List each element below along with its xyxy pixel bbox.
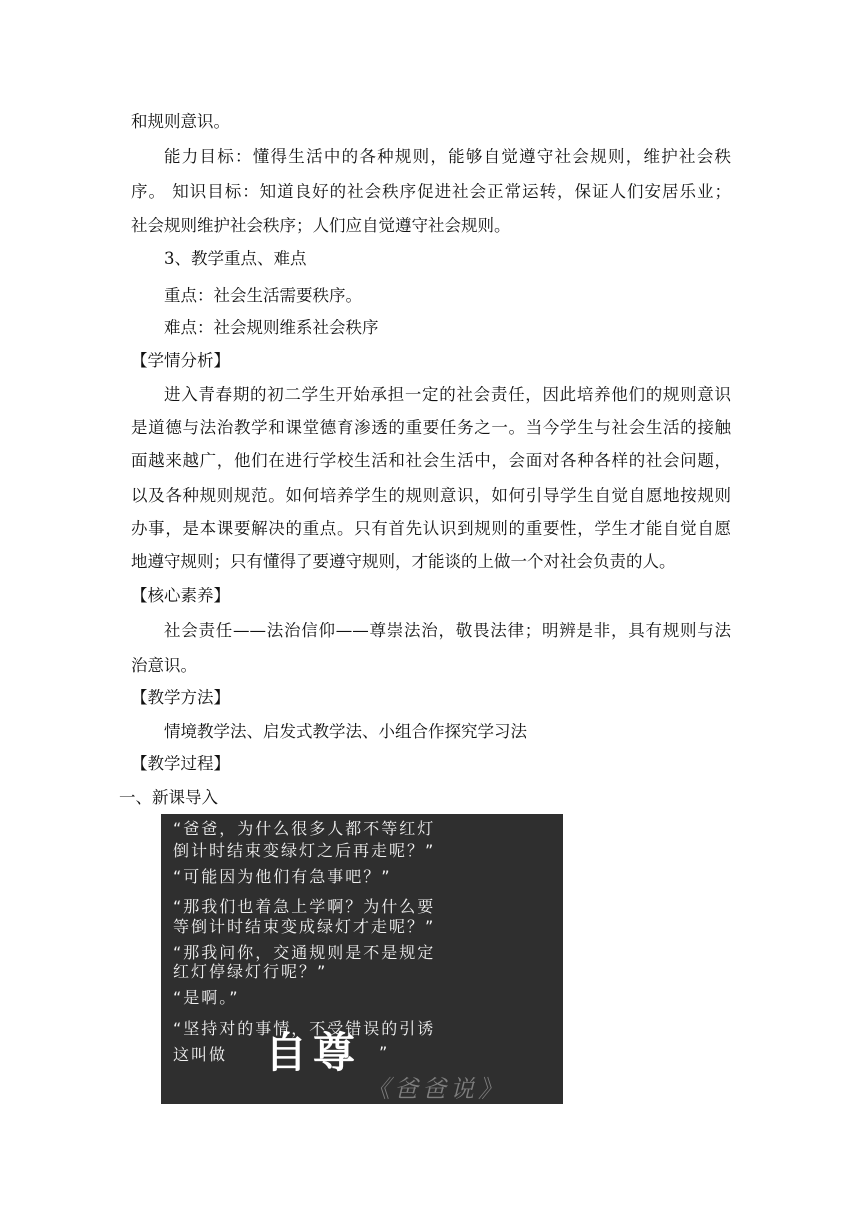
- dialog-image: [161, 814, 563, 1104]
- dialog-line-3: “可能因为他们有急事吧？”: [173, 867, 392, 886]
- section-heading-core-literacy: 【核心素养】: [131, 586, 230, 605]
- text-line-difficult-point: 难点：社会规则维系社会秩序: [164, 318, 379, 337]
- dialog-line-4: “那我们也着急上学啊？为什么要: [173, 897, 436, 916]
- dialog-line-7: 红灯停绿灯行呢？”: [173, 962, 328, 981]
- text-line-analysis-5: 办事，是本课要解决的重点。只有首先认识到规则的重要性，学生才能自觉自愿: [131, 519, 731, 538]
- text-line-analysis-2: 是道德与法治教学和课堂德育渗透的重要任务之一。当今学生与社会生活的接触: [131, 418, 731, 437]
- dialog-line-10: 这叫做: [173, 1045, 228, 1064]
- image-watermark: 《爸爸说》: [366, 1075, 506, 1103]
- dialog-line-1: “爸爸，为什么很多人都不等红灯: [173, 819, 436, 838]
- subsection-heading-intro: 一、新课导入: [119, 788, 218, 807]
- text-line-analysis-4: 以及各种规则规范。如何培养学生的规则意识，如何引导学生自觉自愿地按规则: [131, 486, 731, 505]
- text-line-core-2: 治意识。: [131, 656, 197, 675]
- text-line-4: 社会规则维护社会秩序；人们应自觉遵守社会规则。: [131, 216, 511, 235]
- dialog-line-6: “那我问你，交通规则是不是规定: [173, 943, 436, 962]
- text-line-analysis-1: 进入青春期的初二学生开始承担一定的社会责任，因此培养他们的规则意识: [164, 385, 731, 404]
- text-line-core-1: 社会责任——法治信仰——尊崇法治，敬畏法律；明辨是非，具有规则与法: [164, 621, 731, 640]
- dialog-close-quote: ”: [379, 1043, 388, 1062]
- text-line-methods: 情境教学法、启发式教学法、小组合作探究学习法: [164, 722, 527, 741]
- section-heading-teaching-methods: 【教学方法】: [131, 688, 230, 707]
- dialog-emphasis-word: 自尊: [265, 1028, 362, 1077]
- dialog-line-9: “坚持对的事情，不受错误的引诱: [173, 1019, 436, 1038]
- section-heading-learning-analysis: 【学情分析】: [131, 351, 230, 370]
- text-line-analysis-6: 地遵守规则；只有懂得了要遵守规则，才能谈的上做一个对社会负责的人。: [131, 552, 676, 571]
- text-line-1: 和规则意识。: [131, 112, 230, 131]
- text-line-2: 能力目标：懂得生活中的各种规则，能够自觉遵守社会规则，维护社会秩: [164, 147, 731, 166]
- section-heading-teaching-process: 【教学过程】: [131, 754, 230, 773]
- text-line-analysis-3: 面越来越广，他们在进行学校生活和社会生活中，会面对各种各样的社会问题，: [131, 451, 731, 470]
- text-line-3: 序。 知识目标：知道良好的社会秩序促进社会正常运转，保证人们安居乐业；: [131, 182, 731, 201]
- text-line-key-point: 重点：社会生活需要秩序。: [164, 286, 362, 305]
- section-heading-key-points: 3、教学重点、难点: [164, 249, 307, 268]
- dialog-line-2: 倒计时结束变绿灯之后再走呢？”: [173, 841, 436, 860]
- dialog-line-5: 等倒计时结束变成绿灯才走呢？”: [173, 917, 436, 936]
- dialog-line-8: “是啊。”: [173, 988, 240, 1007]
